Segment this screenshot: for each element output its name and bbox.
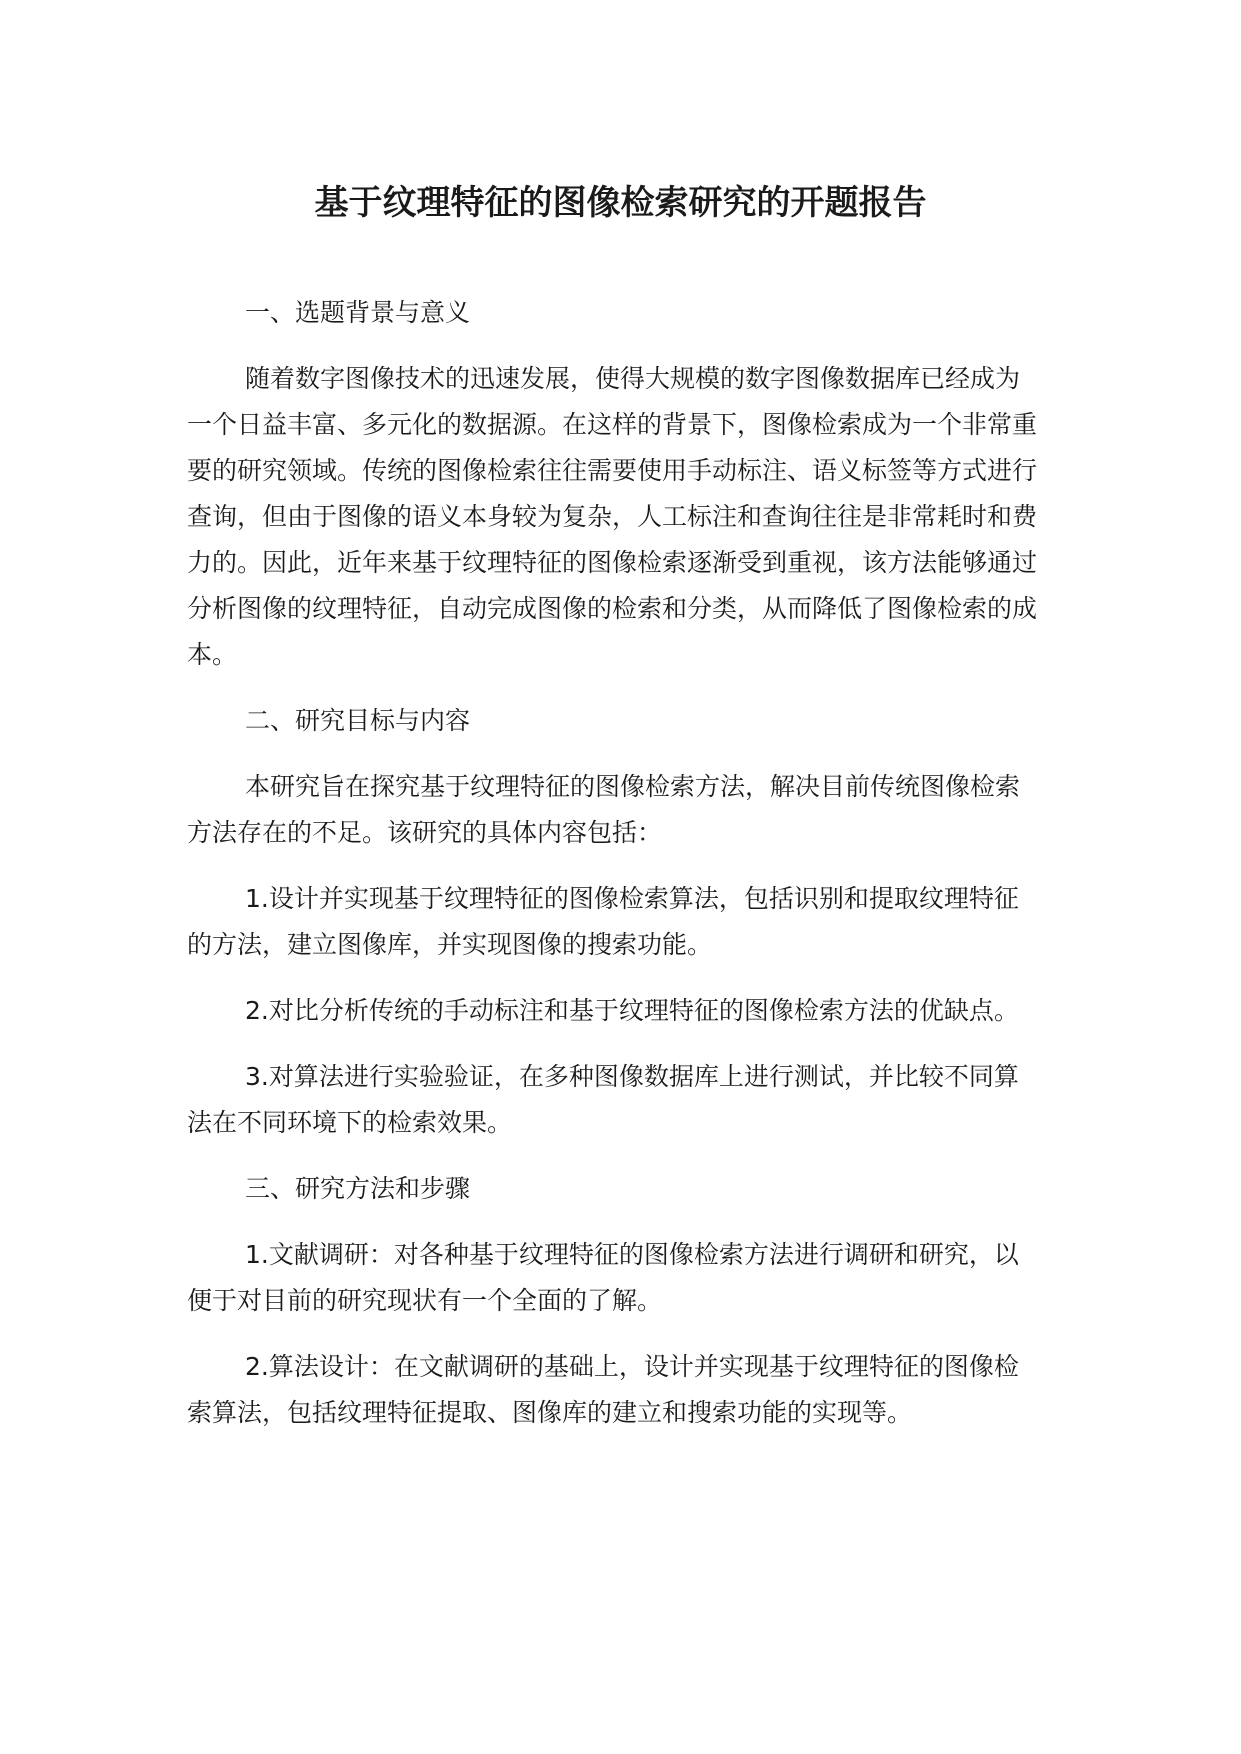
paragraph: 本研究旨在探究基于纹理特征的图像检索方法，解决目前传统图像检索方法存在的不足。该研究的具体内容包括：: [187, 772, 1021, 847]
section-heading: 二、研究目标与内容: [245, 706, 471, 735]
list-item: 2.算法设计：在文献调研的基础上，设计并实现基于纹理特征的图像检索算法，包括纹理特征提取、图像库的建立和搜索功能的实现等。: [187, 1352, 1019, 1427]
list-item: 1.设计并实现基于纹理特征的图像检索算法，包括识别和提取纹理特征的方法，建立图像库，并实现图像的搜索功能。: [187, 884, 1019, 959]
document-title: 基于纹理特征的图像检索研究的开题报告: [314, 183, 927, 223]
section-heading: 三、研究方法和步骤: [245, 1174, 471, 1203]
document-body: [187, 290, 1037, 1456]
list-item: 1.文献调研：对各种基于纹理特征的图像检索方法进行调研和研究，以便于对目前的研究现状有一个全面的了解。: [187, 1240, 1019, 1315]
paragraph: 随着数字图像技术的迅速发展，使得大规模的数字图像数据库已经成为一个日益丰富、多元化的数据源。在这样的背景下，图像检索成为一个非常重要的研究领域。传统的图像检索往往需要使用手动标注、语义标签等方式进行查询，但由于图像的语义本身较为复杂，人工标注和查询往往是非常耗时和费力的。因此，近年来基于纹理特征的图像检索逐渐受到重视，该方法能够通过分析图像的纹理特征，自动完成图像的检索和分类，从而降低了图像检索的成本。: [187, 364, 1038, 669]
list-item: 3.对算法进行实验验证，在多种图像数据库上进行测试，并比较不同算法在不同环境下的检索效果。: [187, 1062, 1019, 1137]
section-heading: 一、选题背景与意义: [245, 298, 471, 327]
list-item: 2.对比分析传统的手动标注和基于纹理特征的图像检索方法的优缺点。: [245, 996, 1019, 1025]
